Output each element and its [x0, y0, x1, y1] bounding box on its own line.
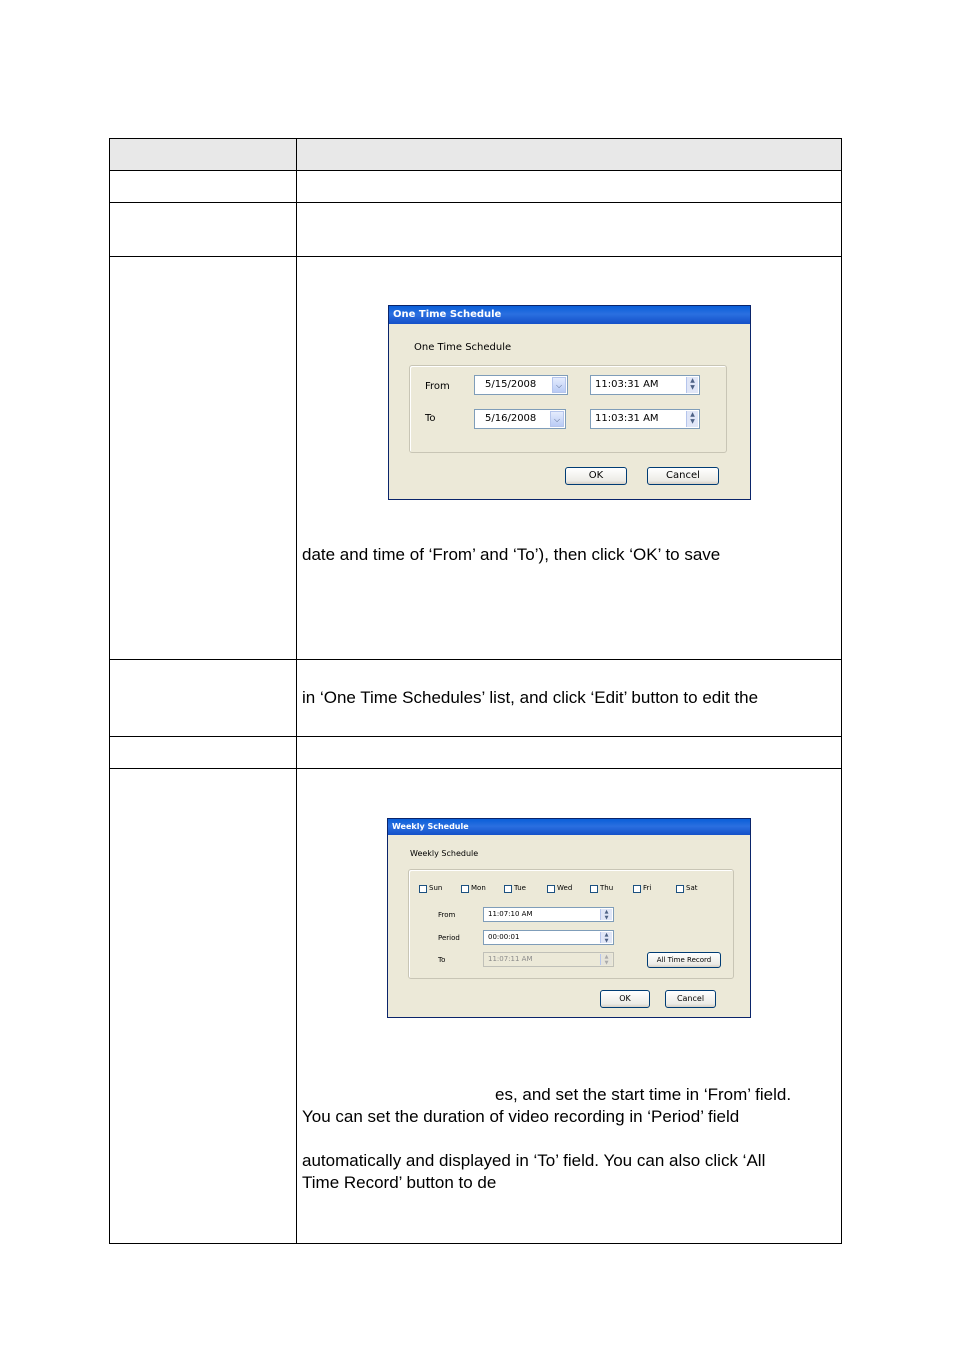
cancel-button[interactable]: Cancel — [665, 990, 716, 1008]
checkbox[interactable] — [633, 885, 641, 893]
checkbox[interactable] — [504, 885, 512, 893]
table-header-row — [110, 139, 841, 170]
to-time-spinner — [483, 952, 614, 967]
ok-button[interactable]: OK — [600, 990, 650, 1008]
dialog-heading: One Time Schedule — [414, 342, 512, 353]
table-row-divider — [109, 768, 842, 769]
from-date-value: 5/15/2008 — [485, 379, 537, 390]
period-spinner[interactable] — [483, 930, 614, 945]
checkbox[interactable] — [547, 885, 555, 893]
table-row-divider — [109, 659, 842, 660]
period-value: 00:00:01 — [488, 933, 520, 941]
to-label: To — [438, 956, 446, 964]
day-label: Mon — [471, 884, 486, 892]
to-time-value: 11:07:11 AM — [488, 955, 533, 963]
day-label: Wed — [557, 884, 573, 892]
table-column-divider — [296, 138, 297, 1244]
chevron-down-icon[interactable]: ⌵ — [552, 377, 566, 393]
day-label: Tue — [514, 884, 526, 892]
row-text-weekly-line-3: automatically and displayed in ‘To’ field. You can also click ‘All — [302, 1151, 766, 1170]
dialog-title: Weekly Schedule — [392, 822, 469, 831]
cancel-button[interactable]: Cancel — [647, 467, 719, 485]
dialog-title-bar — [389, 306, 750, 324]
table-border-left — [109, 138, 110, 1244]
from-label: From — [438, 911, 456, 919]
spin-arrows-icon[interactable]: ▲ ▼ — [600, 909, 612, 920]
row-text-edit: in ‘One Time Schedules’ list, and click ‘Edit’ button to edit the — [302, 688, 759, 707]
spin-arrows-icon[interactable]: ▲ ▼ — [686, 411, 698, 427]
to-date-value: 5/16/2008 — [485, 413, 537, 424]
table-row-divider — [109, 202, 842, 203]
chevron-down-icon[interactable]: ⌵ — [550, 411, 564, 427]
all-time-record-button[interactable]: All Time Record — [647, 952, 721, 968]
table-border-right — [841, 138, 842, 1244]
to-time-spinner[interactable] — [590, 409, 700, 429]
from-label: From — [425, 381, 450, 392]
row-text-weekly-line-1: es, and set the start time in ‘From’ field. — [495, 1085, 792, 1104]
from-time-spinner[interactable] — [590, 375, 700, 395]
table-row-divider — [109, 736, 842, 737]
spin-arrows-icon: ▲ ▼ — [600, 954, 612, 965]
checkbox[interactable] — [419, 885, 427, 893]
weekly-schedule-dialog — [387, 818, 751, 1018]
checkbox[interactable] — [676, 885, 684, 893]
checkbox[interactable] — [461, 885, 469, 893]
day-label: Fri — [643, 884, 652, 892]
one-time-schedule-dialog — [388, 305, 751, 500]
from-time-value: 11:07:10 AM — [488, 910, 533, 918]
day-label: Thu — [600, 884, 614, 892]
table-border-top — [109, 138, 842, 139]
spin-arrows-icon[interactable]: ▲ ▼ — [600, 932, 612, 943]
period-label: Period — [438, 934, 460, 942]
table-row-divider — [109, 170, 842, 171]
to-date-picker[interactable] — [474, 409, 566, 429]
dialog-heading: Weekly Schedule — [410, 849, 479, 858]
to-label: To — [425, 413, 436, 424]
day-label: Sun — [429, 884, 443, 892]
from-time-value: 11:03:31 AM — [595, 379, 659, 390]
from-time-spinner[interactable] — [483, 907, 614, 922]
table-border-bottom — [109, 1243, 842, 1244]
from-date-picker[interactable] — [474, 375, 568, 395]
table-row-divider — [109, 256, 842, 257]
day-label: Sat — [686, 884, 698, 892]
ok-button[interactable]: OK — [565, 467, 627, 485]
spin-arrows-icon[interactable]: ▲ ▼ — [686, 377, 698, 393]
row-text-one-time: date and time of ‘From’ and ‘To’), then click ‘OK’ to save — [302, 545, 721, 564]
checkbox[interactable] — [590, 885, 598, 893]
dialog-title: One Time Schedule — [393, 309, 502, 320]
row-text-weekly-line-4: Time Record’ button to de — [302, 1173, 497, 1192]
to-time-value: 11:03:31 AM — [595, 413, 659, 424]
row-text-weekly-line-2: You can set the duration of video recording in ‘Period’ field — [302, 1107, 740, 1126]
dialog-title-bar — [388, 819, 750, 835]
